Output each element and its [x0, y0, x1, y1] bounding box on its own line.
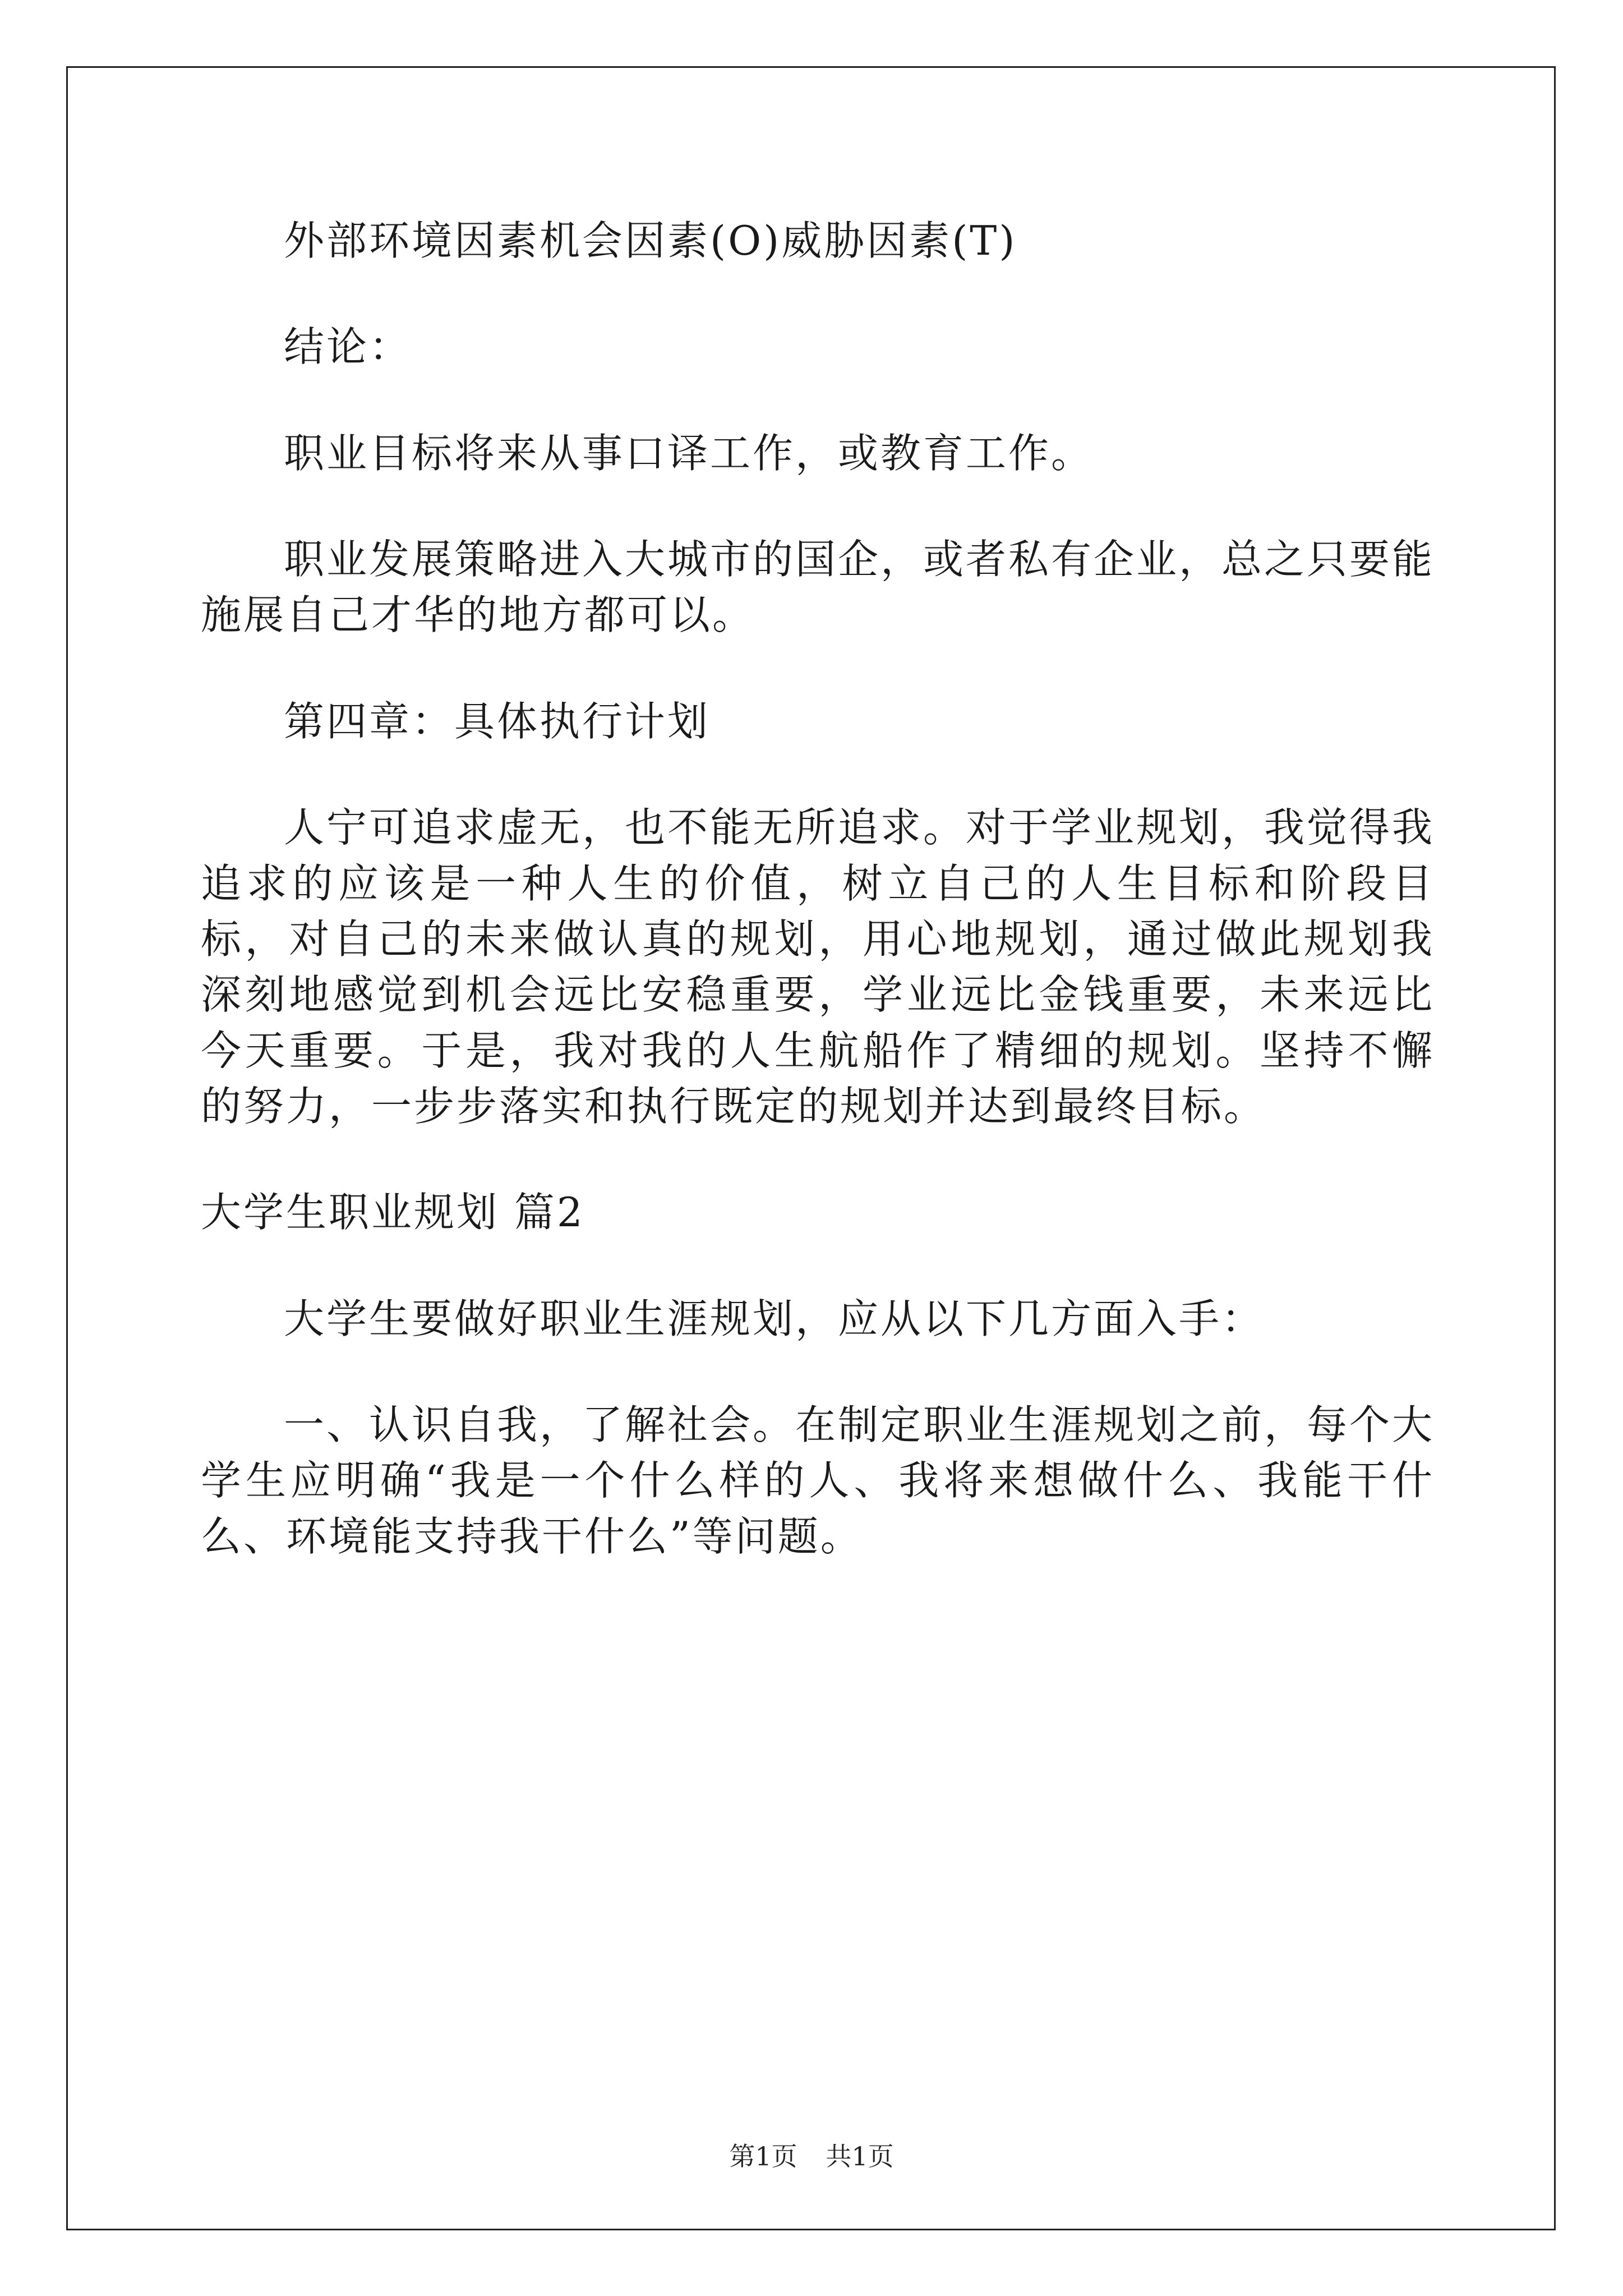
page-footer	[0, 2136, 1623, 2173]
page-total: 共1页	[826, 2141, 894, 2171]
section-title: 大学生职业规划 篇2	[201, 1189, 585, 1236]
paragraph-swot-external: 外部环境因素机会因素(O)威胁因素(T)	[284, 217, 1017, 264]
paragraph-conclusion-label: 结论：	[284, 323, 412, 371]
paragraph-self-knowledge: 一、认识自我，了解社会。在制定职业生涯规划之前，每个大学生应明确“我是一个什么样的人、我将来想做什么、我能干什么、环境能支持我干什么”等问题。	[201, 1401, 1435, 1560]
paragraph-section-intro: 大学生要做好职业生涯规划，应从以下几方面入手：	[284, 1295, 1265, 1342]
paragraph-career-strategy: 职业发展策略进入大城市的国企，或者私有企业，总之只要能施展自己才华的地方都可以。	[201, 536, 1435, 639]
document-body	[201, 213, 1435, 1565]
paragraph-career-goal: 职业目标将来从事口译工作，或教育工作。	[284, 429, 1094, 477]
paragraph-chapter-four-title: 第四章：具体执行计划	[284, 697, 711, 745]
page-number: 第1页	[729, 2141, 797, 2171]
paragraph-execution-plan: 人宁可追求虚无，也不能无所追求。对于学业规划，我觉得我追求的应该是一种人生的价值，树立自己的人生目标和阶段目标，对自己的未来做认真的规划，用心地规划，通过做此规划我深刻地感觉到机会远比安稳重要，学业远比金钱重要，未来远比今天重要。于是，我对我的人生航船作了精细的规划。坚持不懈的努力，一步步落实和执行既定的规划并达到最终目标。	[201, 804, 1435, 1130]
